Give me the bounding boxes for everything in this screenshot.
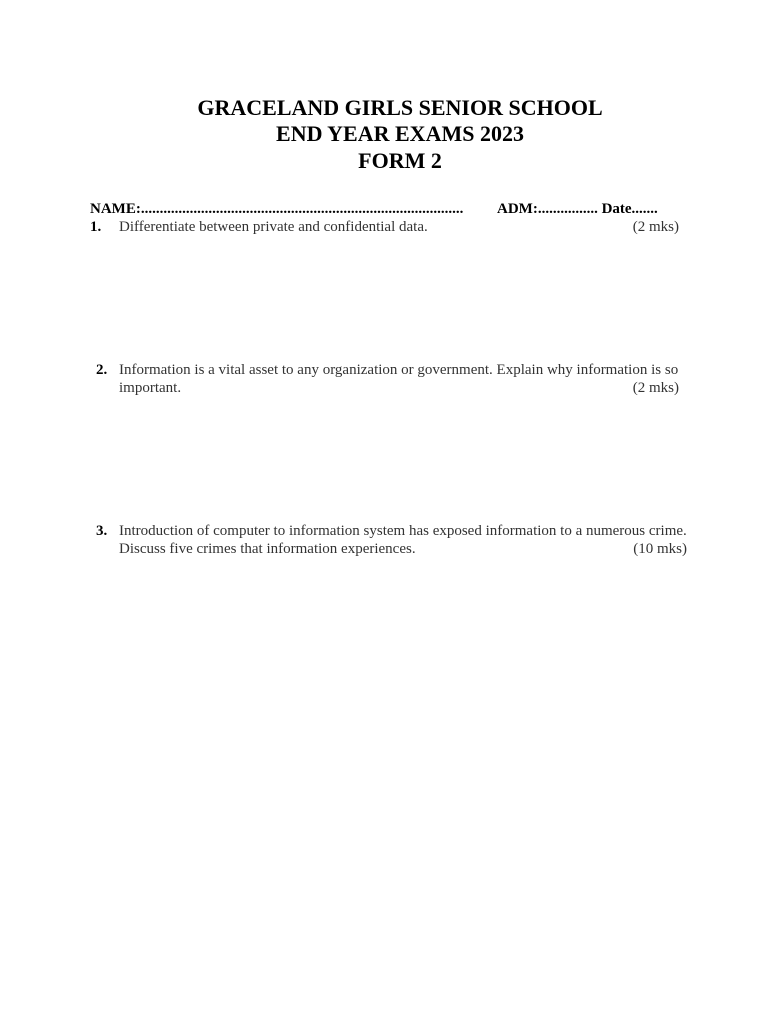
question-number: 1. bbox=[90, 219, 102, 235]
question-marks: (2 mks) bbox=[632, 380, 679, 396]
question-marks: (2 mks) bbox=[632, 219, 679, 235]
question-text-line: Differentiate between private and confidential data. bbox=[119, 219, 428, 235]
name-field: NAME:...................................................................................... bbox=[90, 201, 464, 217]
exam-title: END YEAR EXAMS 2023 bbox=[276, 121, 524, 146]
adm-date-field: ADM:................ Date....... bbox=[497, 201, 658, 217]
question-number: 3. bbox=[96, 523, 108, 539]
question-text-line: Introduction of computer to information system has exposed information to a numerous crime. bbox=[119, 523, 687, 539]
question-text-line: Information is a vital asset to any organization or government. Explain why information is so bbox=[119, 362, 679, 378]
question-marks: (10 mks) bbox=[633, 541, 687, 557]
form-title: FORM 2 bbox=[358, 148, 442, 173]
question-number: 2. bbox=[96, 362, 108, 378]
school-name: GRACELAND GIRLS SENIOR SCHOOL bbox=[197, 95, 603, 120]
question-text-line: important. bbox=[119, 380, 182, 396]
question-text-line: Discuss five crimes that information experiences. bbox=[119, 541, 416, 557]
